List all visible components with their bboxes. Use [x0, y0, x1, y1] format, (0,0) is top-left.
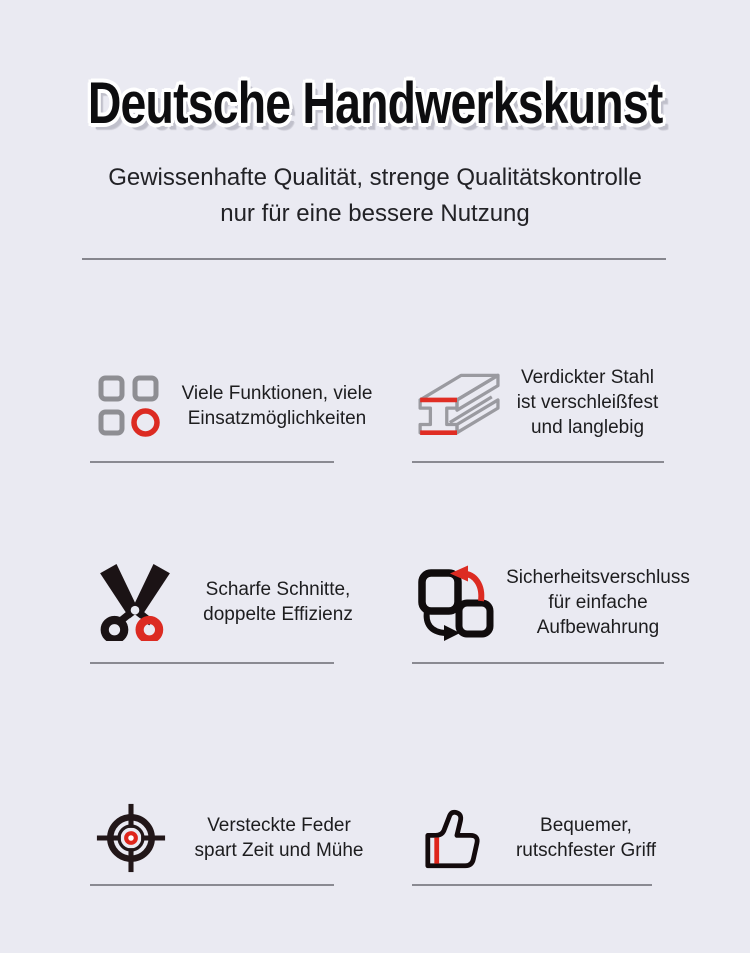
feature-safety-lock	[416, 552, 696, 652]
feature-sharp-cut	[98, 556, 378, 648]
scissors-icon	[98, 563, 172, 641]
feature-text-line: Verdickter Stahl	[520, 366, 655, 388]
header-divider	[82, 258, 666, 260]
thumbs-up-icon	[420, 805, 486, 871]
feature-underline	[90, 461, 334, 463]
feature-text-line: Aufbewahrung	[536, 616, 660, 638]
feature-text-line: rutschfester Griff	[515, 840, 657, 861]
subtitle-line: Gewissenhafte Qualität, strenge Qualitätskontrolle	[108, 164, 642, 191]
feature-grip	[420, 794, 680, 882]
feature-text-line: für einfache	[548, 591, 648, 613]
crosshair-target-icon	[96, 803, 166, 873]
feature-multifunction	[96, 360, 386, 452]
feature-steel	[414, 354, 669, 450]
steel-beam-icon	[414, 359, 500, 445]
title-wrap	[0, 70, 750, 137]
grid-squares-icon	[96, 373, 162, 439]
feature-text-line: Sicherheitsverschluss	[506, 566, 690, 588]
feature-underline	[90, 884, 334, 886]
feature-text	[172, 813, 386, 863]
feature-underline	[412, 884, 652, 886]
page-title: Deutsche Handwerkskunst	[87, 71, 663, 136]
feature-underline	[90, 662, 334, 664]
feature-text	[492, 813, 680, 863]
feature-underline	[412, 461, 664, 463]
feature-text-line: Scharfe Schnitte,	[205, 579, 351, 600]
subtitle-line: nur für eine bessere Nutzung	[220, 200, 530, 227]
feature-text-line: Bequemer,	[540, 815, 632, 836]
feature-text-line: Versteckte Feder	[207, 815, 351, 836]
feature-text-line: spart Zeit und Mühe	[194, 840, 364, 861]
page-subtitle	[0, 160, 750, 232]
feature-text	[168, 381, 386, 431]
feature-hidden-spring	[96, 792, 386, 884]
feature-text	[178, 577, 378, 627]
feature-text	[500, 565, 696, 640]
feature-text-line: doppelte Effizienz	[203, 604, 353, 625]
feature-text-line: Viele Funktionen, viele	[181, 383, 373, 404]
feature-text-line: Einsatzmöglichkeiten	[187, 408, 367, 429]
feature-text	[506, 365, 669, 440]
feature-underline	[412, 662, 664, 664]
swap-arrows-icon	[416, 561, 494, 643]
feature-text-line: und langlebig	[530, 416, 645, 438]
feature-text-line: ist verschleißfest	[516, 391, 659, 413]
